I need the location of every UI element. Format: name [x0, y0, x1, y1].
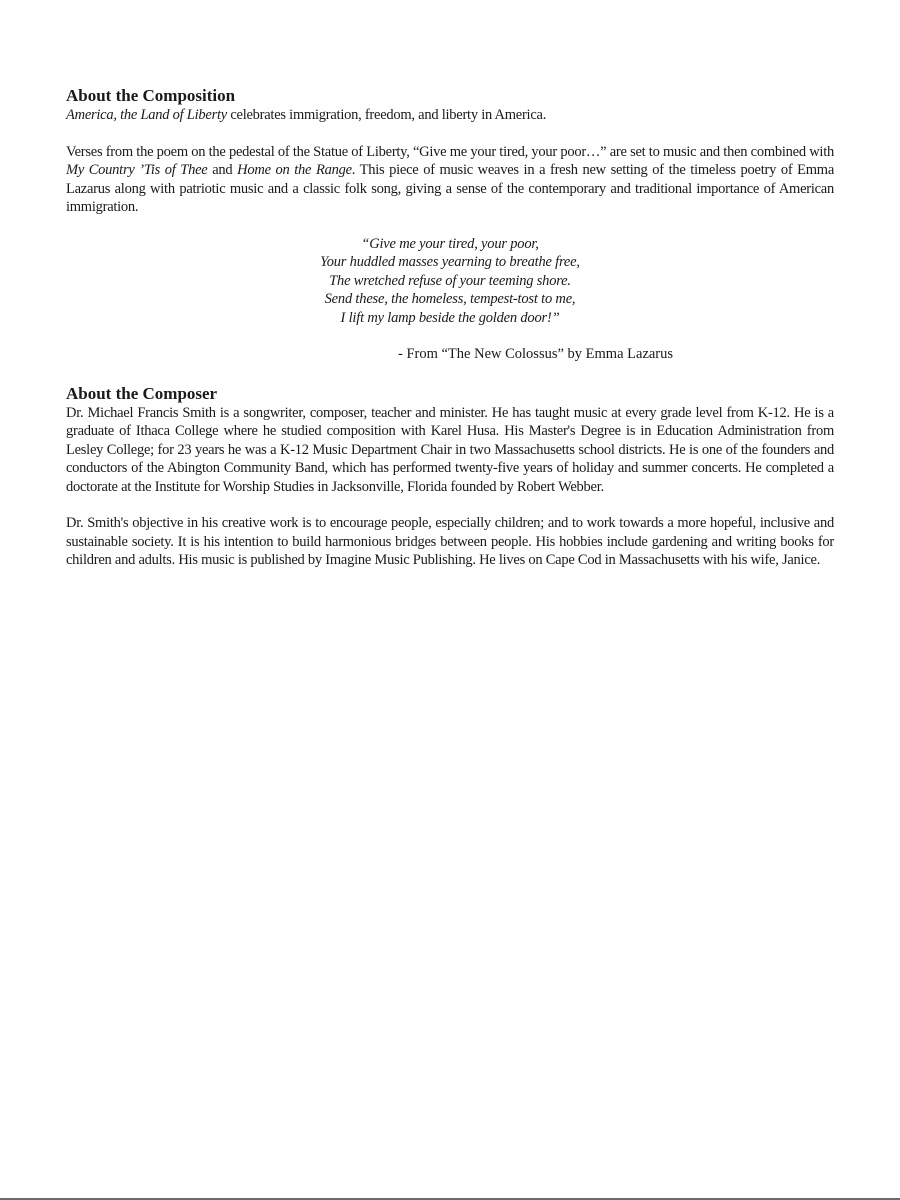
composer-bio: Dr. Michael Francis Smith is a songwriter, composer, teacher and minister. He has taught music at every grade level from K-12. He is a graduate of Ithaca College where he studied composition with Karel Husa. His Master's Degree is in Education Administration from Lesley College; for 23 years he was a K-12 Music Department Chair in two Massachusetts school districts. He is one of the founders and conductors of the Abington Community Band, which has performed twenty-five years of holiday and summer concerts. He completed a doctorate at the Institute for Worship Studies in Jacksonville, Florida founded by Robert Webber. — [66, 404, 834, 495]
description-and: and — [207, 162, 238, 178]
poem-line: Send these, the homeless, tempest-tost to me, — [324, 291, 576, 307]
poem-line: “Give me your tired, your poor, — [361, 235, 539, 252]
description-text-2: . This piece of music weaves in a fresh new setting of the timeless poetry of Emma Lazarus along with patriotic music and a classic folk song, giving a sense of the contemporary and traditional importance of American immigration. — [66, 162, 835, 215]
composition-title: America, the Land of Liberty — [66, 107, 227, 123]
poem-attribution: - From “The New Colossus” by Emma Lazarus — [398, 346, 674, 362]
composition-description — [66, 143, 834, 217]
song-title-home-on-the-range: Home on the Range — [237, 162, 352, 178]
song-title-my-country: My Country ’Tis of Thee — [66, 162, 208, 178]
poem-line: Your huddled masses yearning to breathe free, — [320, 254, 580, 270]
poem-line: I lift my lamp beside the golden door!” — [340, 309, 560, 326]
composition-heading: About the Composition — [66, 86, 236, 105]
poem-quote — [66, 235, 834, 328]
poem-line: The wretched refuse of your teeming shore. — [329, 272, 571, 289]
composition-intro-text: celebrates immigration, freedom, and liberty in America. — [226, 107, 547, 123]
composition-intro — [66, 106, 834, 125]
composer-objective: Dr. Smith's objective in his creative work is to encourage people, especially children; and to work towards a more hopeful, inclusive and sustainable society. It is his intention to build harmonious bridges between people. His hobbies include gardening and writing books for children and adults. His music is published by Imagine Music Publishing. He lives on Cape Cod in Massachusetts with his wife, Janice. — [66, 515, 834, 568]
document-page — [66, 86, 834, 570]
composer-heading: About the Composer — [66, 383, 218, 403]
description-text-1: Verses from the poem on the pedestal of the Statue of Liberty, “Give me your tired, your poor…” are set to music and then combined with — [66, 143, 834, 160]
